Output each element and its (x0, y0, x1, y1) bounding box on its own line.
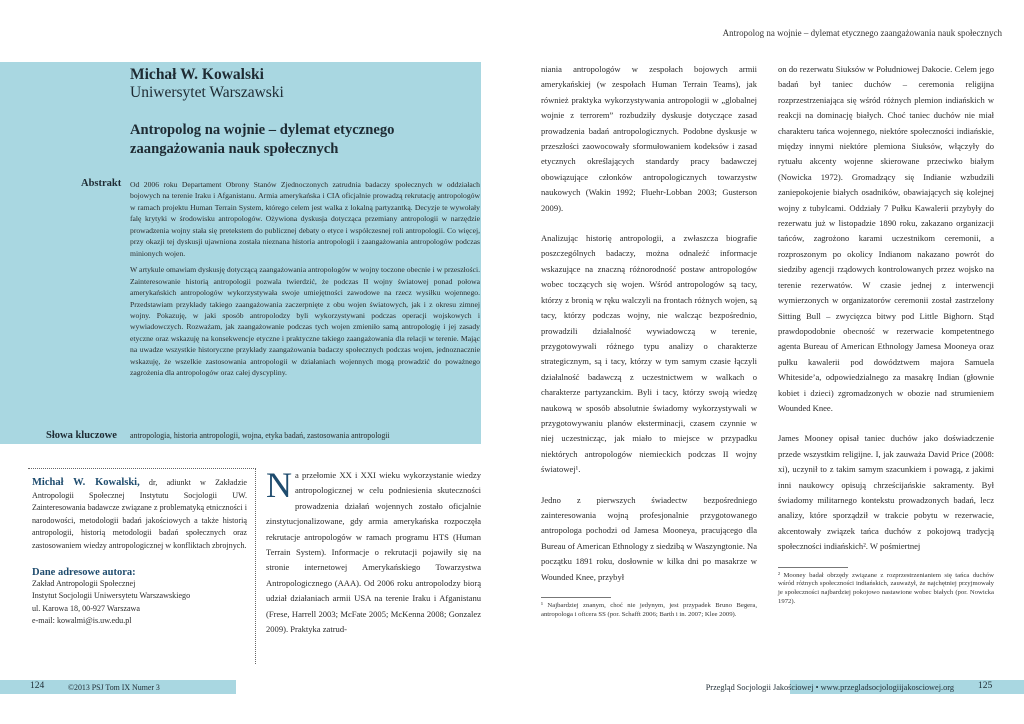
footnote-rule (778, 567, 848, 568)
body-column-2 (541, 62, 757, 620)
email-address[interactable]: e-mail: kowalmi@is.uw.edu.pl (32, 616, 132, 626)
dropcap: N (266, 465, 292, 505)
author-affiliation: Uniwersytet Warszawski (130, 84, 284, 101)
author-name: Michał W. Kowalski (130, 66, 264, 83)
page-number-right: 125 (978, 681, 993, 691)
abstract-paragraph: W artykule omawiam dyskusję dotyczącą zaangażowania antropologów w wojny toczone obecnie i w przeszłości. Zainteresowanie historią antropologii pozwala twierdzić, że podczas II wojny światowej ponad połowa amerykańskich antropologów wykorzystywała swoje umiejętności zawodowe na rzecz wysiłku wojennego. Przedstawiam przykłady takiego zaangażowania zaczerpnięte z obu wojen światowych, jak i z okresu zimnej wojny. Pokazuję, w jaki sposób antropolodzy byli wykorzystywani podczas operacji wojskowych i wywiadowczych. Rozważam, jak zaangażowanie podczas tych wojen zmieniło samą antropologię i jej zasady etyczne oraz wskazuję na konsekwencje etyczne i praktyczne takiego zaangażowania dla relacji w terenie. Mając na uwadze wszystkie historyczne przykłady zaangażowania badaczy społecznych podczas wojen, jednoznacznie wskazuję, że wszelkie zastosowania antropologii w działaniach wojennych mogą prowadzić do poważnego zagrożenia dla antropologów oraz całej dyscypliny. (130, 265, 480, 378)
abstract-text (130, 179, 480, 384)
abstract-paragraph: Od 2006 roku Departament Obrony Stanów Zjednoczonych zatrudnia badaczy społecznych w oddziałach bojowych na terenie Iraku i Afganistanu. Armia amerykańska i CIA oficjalnie prowadzą rekrutację antropologów w ramach projektu Human Terrain System, którego celem jest walka z lokalną partyzantką. Decyzje te wywołały falę krytyki w środowisku antropologów. Ożywiona dyskusja dotycząca przemiany antropologii w narzędzie prowadzenia wojny stała się pretekstem do publicznej debaty o etyce i współczesnej roli antropologii. Co więcej, przy okazji tej dyskusji ujawniona została nieznana historia antropologii i zaangażowania antropologów podczas minionych wojen. (130, 180, 480, 258)
page-number-left: 124 (30, 681, 45, 691)
body-paragraph: on do rezerwatu Siuksów w Południowej Dakocie. Celem jego badań był taniec duchów – ceremonia religijna rozprzestrzeniająca się wśród różnych plemion indiańskich w reakcji na dominację białych. Choć taniec duchów nie miał charakteru tańca wojennego, niektóre społeczności indiańskie, między innymi niektóre plemiona Siuksów, włączyły do rytuału akcenty wojenne skierowane przeciwko białym (Nowicka 1972). Gromadzący się Indianie wzbudzili zaniepokojenie białych osadników, obawiających się kolejnej wojny z tubylcami. Oddziały 7 Pułku Kawalerii przybyły do rezerwatu już w listopadzie 1890 roku, zakazano organizacji tańców, zagrożono karami uczestnikom ceremonii, a rozproszonym po okolicy Indianom nakazano powrót do siedziby agencji rządowych kontrolowanych przez wojsko na terenie rezerwatów. W czasie jednej z interwencji wymierzonych w organizatorów ceremonii został zastrzelony Sitting Bull – zwycięzca bitwy pod Little Bighorn. Stąd prawdopodobnie obecność w rezerwacie kompetentnego agenta Bureau of American Ethnology Jamesa Mooneya oraz pułku kawalerii pod dowództwem majora Samuela Whiteside’a, odpowiedzialnego za masakrę Indian (głownie kobiet i dzieci) zgromadzonych w obozie nad strumieniem Wounded Knee. (778, 64, 994, 413)
body-paragraph: Analizując historię antropologii, a zwłaszcza biografie poszczególnych badaczy, można odnaleźć informacje wskazujące na znaczną różnorodność postaw antropologów wobec toczących się wojen. Wśród antropologów są tacy, którzy z bronią w ręku walczyli na frontach różnych wojen, są tacy, którzy podczas wojny, nie walcząc bezpośrednio, prowadzili działalność wywiadowczą w terenie, przygotowywali różnego typu analizy o charakterze strategicznym, są i tacy, którzy w tym samym czasie łączyli działalność badawczą z uczestnictwem w walkach o charakterze partyzanckim. Byli i tacy, którzy swoją wiedzę naukową w sposób absolutnie świadomy wykorzystywali w przygotowywaniu planów eksterminacji, czasem czynnie w niej uczestnicząc, jak miało to miejsce w przypadku niektórych antropologów niemieckich podczas II wojny światowej¹. (541, 233, 757, 475)
keywords-label: Słowa kluczowe (46, 430, 117, 441)
body-column-1 (266, 465, 481, 637)
author-note-box (28, 468, 256, 664)
copyright: ©2013 PSJ Tom IX Numer 3 (68, 683, 160, 692)
address-line: Zakład Antropologii Społecznej (32, 578, 136, 588)
footnote-2: ² Mooney badał obrzędy związane z rozprzestrzenianiem się tańca duchów wśród różnych społeczności indiańskich, zauważył, że najchętniej przyjmowały je społeczności najbardziej pokojowo nastawione wobec białych (por. Nowicka 1972). (778, 571, 994, 605)
footnote-rule (541, 597, 611, 598)
running-header: Antropolog na wojnie – dylemat etycznego zaangażowania nauk społecznych (722, 28, 1002, 38)
body-paragraph: Jedno z pierwszych świadectw bezpośredniego zainteresowania wojną profesjonalnie przygotowanego antropologa pochodzi od Jamesa Mooneya, pracującego dla Bureau of American Ethnology z siedzibą w Waszyngtonie. Na początku 1891 roku, dosłownie w kilka dni po masakrze w Wounded Knee, przybył (541, 494, 757, 582)
footnote-1: ¹ Najbardziej znanym, choć nie jedynym, jest przypadek Bruno Begera, antropologa i oficera SS (por. Schafft 2006; Barth i in. 2007; Klee 2009). (541, 602, 757, 618)
body-paragraph: James Mooney opisał taniec duchów jako doświadczenie przede wszystkim religijne. I, jak zauważa David Price (2008: xi), uczynił to z takim samym szacunkiem i powagą, z jakimi inni naukowcy opisują chrześcijańskie sakramenty. Był świadomy militarnego kontekstu prowadzonych badań, lecz analizy, które sporządził w trakcie pobytu w rezerwacie, akcentowały związek tańca duchów z pokojową tradycją społeczności indiańskich². W pośmiertnej (778, 433, 994, 552)
address-heading: Dane adresowe autora: (32, 566, 136, 578)
address-line: Instytut Socjologii Uniwersytetu Warszawskiego (32, 591, 191, 601)
body-paragraph: niania antropologów w zespołach bojowych armii amerykańskiej (w zespołach Human Terrain Teams), jak również praktyka wykorzystywania antropologii w „globalnej wojnie z terrorem” rozbudziły dyskusje dotyczące zasad prowadzenia badań antropologicznych. Podobne dyskusje w przeszłości zaowocowały sformułowaniem kodeksów i zasad etycznych określających standardy pracy badawczej obowiązujące członków antropologicznych towarzystw naukowych (Wakin 1992; Fluehr-Lobban 2003; Gusterson 2009). (541, 64, 757, 213)
abstract-label: Abstrakt (81, 178, 122, 189)
journal-footer[interactable]: Przegląd Socjologii Jakościowej • www.przegladsocjologiijakosciowej.org (705, 683, 954, 692)
author-bio (32, 477, 247, 553)
keywords-text: antropologia, historia antropologii, wojna, etyka badań, zastosowania antropologii (130, 431, 390, 440)
body-intro: a przełomie XX i XXI wieku wykorzystanie wiedzy antropologicznej w celu podniesienia skuteczności prowadzenia działań wojennych zostało oficjalnie zinstytucjonalizowane, gdy armia amerykańska rozpoczęła rekrutacje antropologów w ramach programu HTS (Human Terrain System). Informacje o rekrutacji pojawiły się na stronie internetowej Amerykańskiego Towarzystwa Antropologicznego (AAA). Od 2006 roku antropolodzy biorą udział działaniach armii USA na terenie Iraku i Afganistanu (Frese, Harrell 2003; McFate 2005; McKenna 2008; Gonzalez 2009). Praktyka zatrud- (266, 470, 481, 635)
article-title: Antropolog na wojnie – dylemat etycznego zaangażowania nauk społecznych (130, 122, 395, 157)
bio-text: dr, adiunkt w Zakładzie Antropologii Społecznej Instytutu Socjologii UW. Zainteresowania badawcze związane z problematyką etniczności i narodowości, metodologii badań jakościowych a także historią antropologii, historią metodologii badań społecznych oraz zastosowaniem wiedzy antropologicznej w konfliktach zbrojnych. (32, 478, 247, 550)
bio-author-name: Michał W. Kowalski, (32, 477, 140, 488)
body-column-3 (778, 62, 994, 607)
address-line: ul. Karowa 18, 00-927 Warszawa (32, 603, 140, 613)
